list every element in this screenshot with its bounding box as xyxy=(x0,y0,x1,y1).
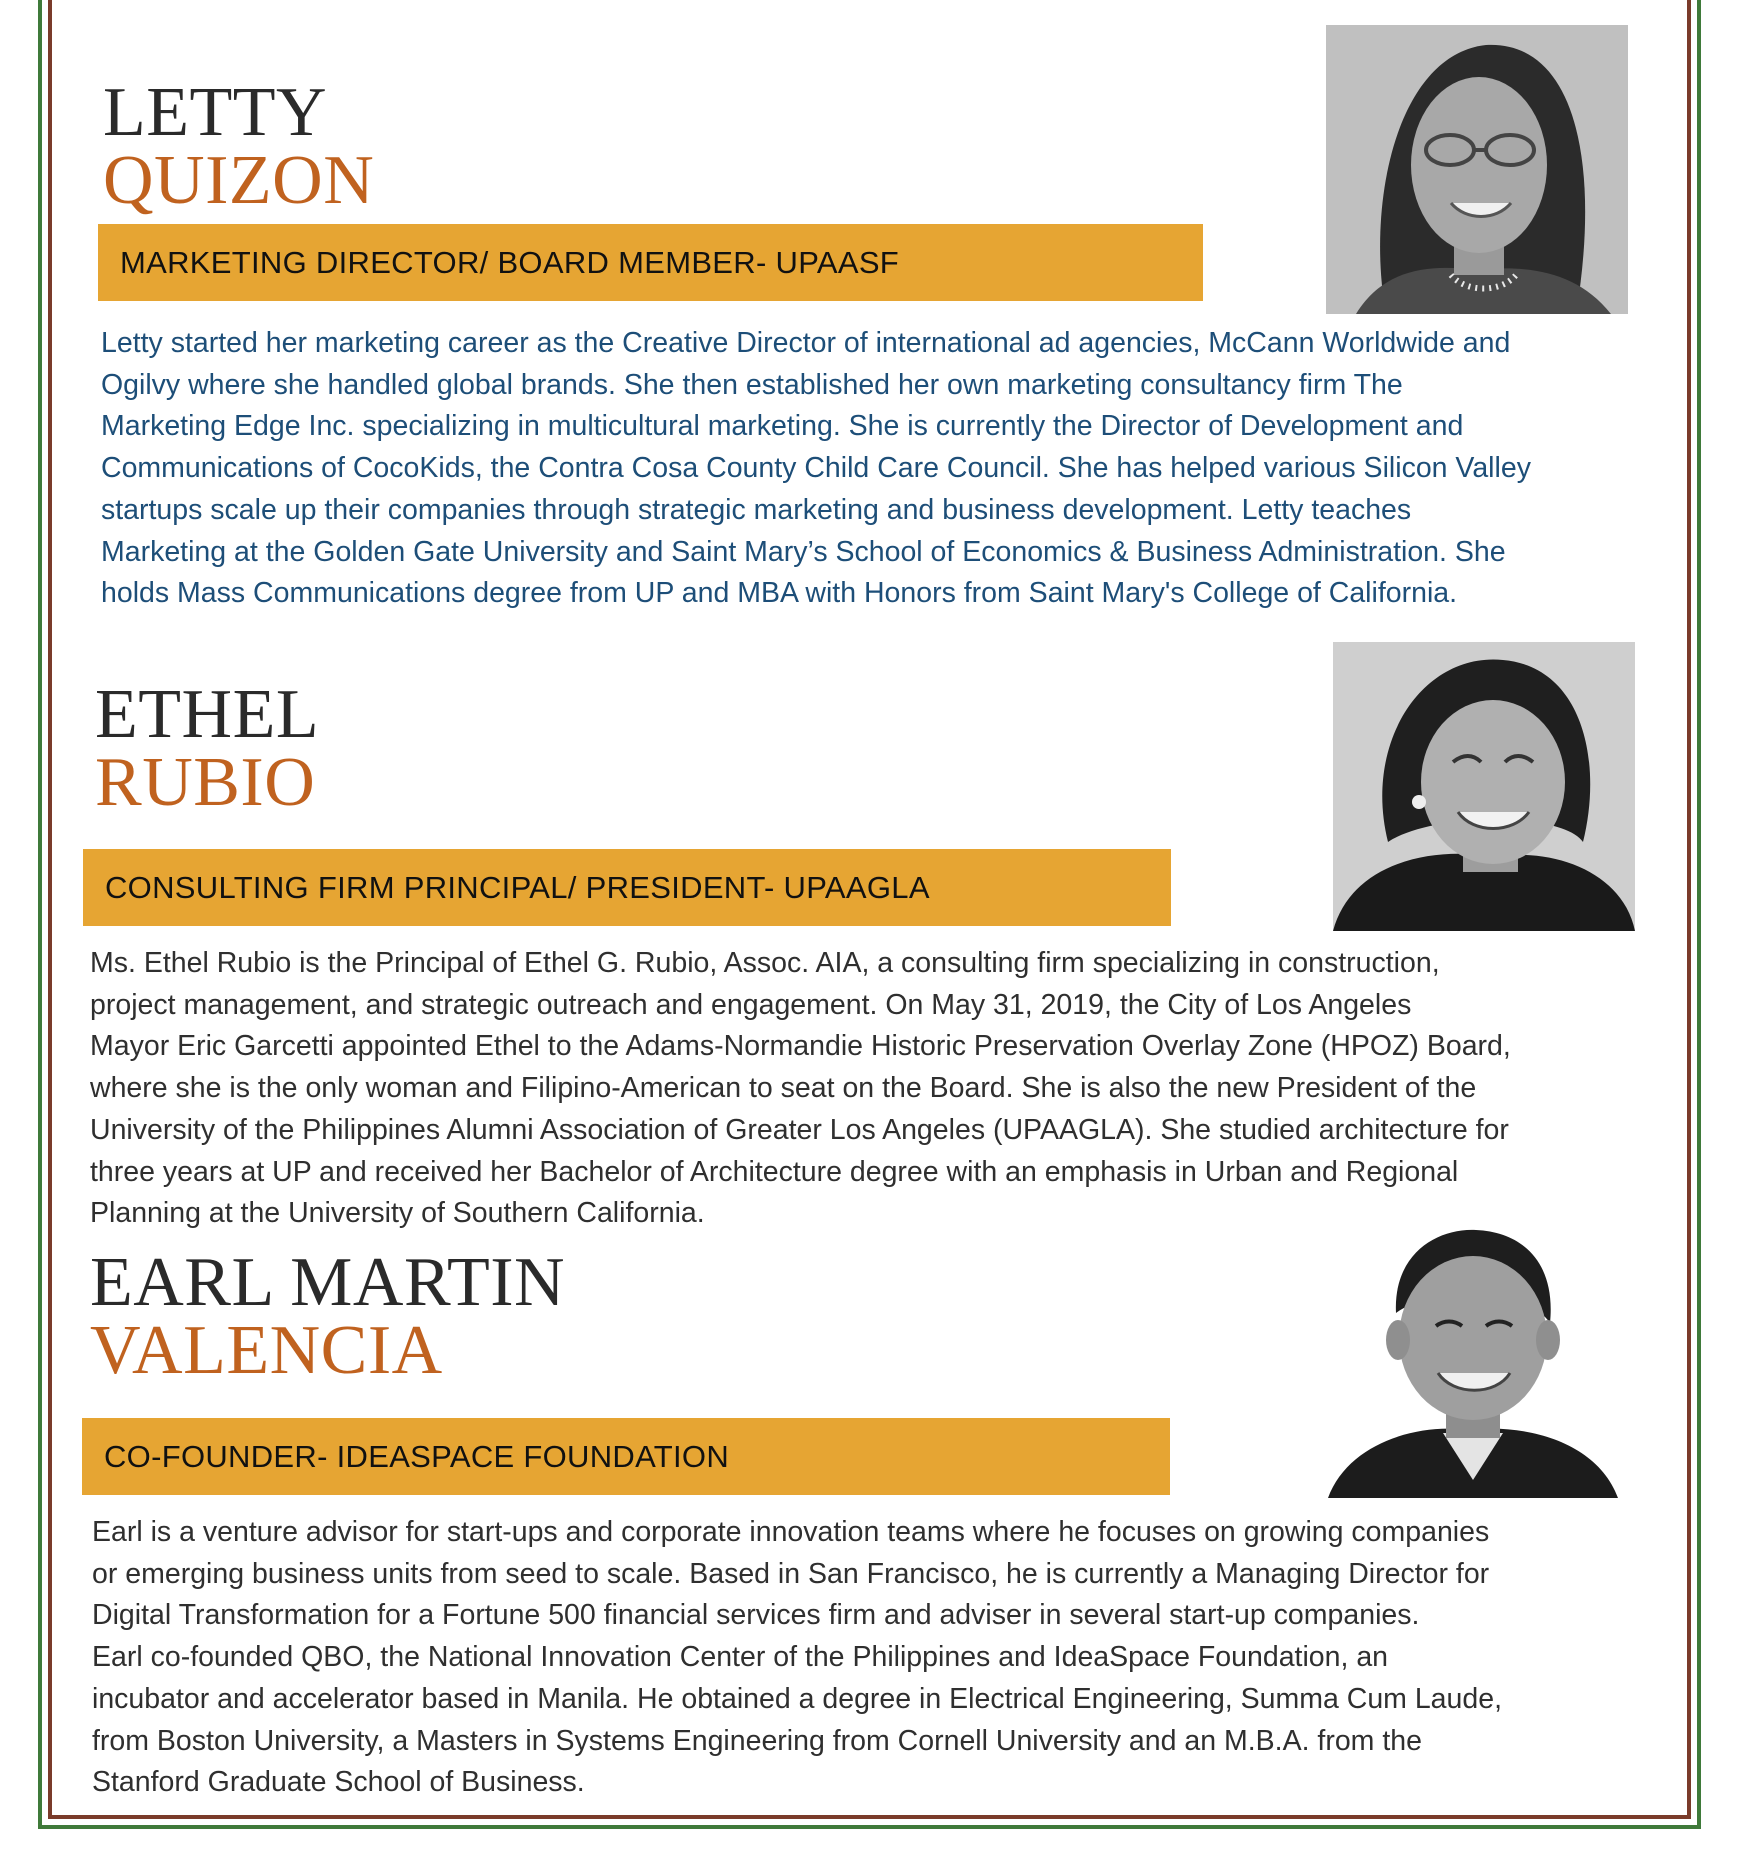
bio-line: Marketing Edge Inc. specializing in multicultural marketing. She is currently the Director of Development and xyxy=(101,410,1464,443)
profile-bio xyxy=(92,1512,1502,1804)
bio-line: three years at UP and received her Bachelor of Architecture degree with an emphasis in Urban and Regional xyxy=(90,1155,1459,1188)
bio-line: Communications of CocoKids, the Contra Cosa County Child Care Council. She has helped various Silicon Valley xyxy=(101,452,1531,485)
bio-line: from Boston University, a Masters in Systems Engineering from Cornell University and an M.B.A. from the xyxy=(92,1724,1422,1757)
profile-last-name: VALENCIA xyxy=(90,1312,443,1389)
bio-line: Ogilvy where she handled global brands. She then established her own marketing consultancy firm The xyxy=(101,368,1403,401)
bio-line: Earl is a venture advisor for start-ups and corporate innovation teams where he focuses on growing companies xyxy=(92,1516,1490,1548)
profile-title-bar: CO-FOUNDER- IDEASPACE FOUNDATION xyxy=(82,1418,1170,1495)
bio-line: Letty started her marketing career as the Creative Director of international ad agencies, McCann Worldwide and xyxy=(101,327,1511,359)
bio-line: holds Mass Communications degree from UP and MBA with Honors from Saint Mary's College of California. xyxy=(101,577,1458,610)
profile-bio xyxy=(90,943,1511,1235)
bio-line: Ms. Ethel Rubio is the Principal of Ethel G. Rubio, Assoc. AIA, a consulting firm specializing in construction, xyxy=(90,947,1440,979)
portrait-earl-martin-valencia-icon xyxy=(1328,1218,1618,1498)
bio-line: University of the Philippines Alumni Association of Greater Los Angeles (UPAAGLA). She studied architecture for xyxy=(90,1113,1509,1146)
bio-line: where she is the only woman and Filipino-American to seat on the Board. She is also the new President of the xyxy=(90,1072,1477,1105)
bio-line: Stanford Graduate School of Business. xyxy=(92,1766,585,1799)
portrait-earl-martin-valencia-photo xyxy=(1328,1218,1618,1498)
profile-last-name: QUIZON xyxy=(103,142,375,219)
profile-title-bar: CONSULTING FIRM PRINCIPAL/ PRESIDENT- UPAAGLA xyxy=(83,849,1171,926)
profile-last-name: RUBIO xyxy=(95,744,316,821)
bio-line: Planning at the University of Southern California. xyxy=(90,1197,705,1230)
bio-line: incubator and accelerator based in Manila. He obtained a degree in Electrical Engineering, Summa Cum Laude, xyxy=(92,1682,1502,1715)
portrait-letty-quizon-photo xyxy=(1326,25,1628,314)
profile-first-name: EARL MARTIN xyxy=(90,1244,566,1321)
profile-bio xyxy=(101,323,1531,615)
bio-line: or emerging business units from seed to scale. Based in San Francisco, he is currently a Managing Director for xyxy=(92,1557,1490,1590)
portrait-ethel-rubio-photo xyxy=(1333,642,1635,931)
profile-first-name: LETTY xyxy=(103,74,328,151)
bio-line: Marketing at the Golden Gate University and Saint Mary’s School of Economics & Business Administration. She xyxy=(101,535,1506,568)
portrait-letty-quizon-icon xyxy=(1326,25,1628,314)
bio-line: Mayor Eric Garcetti appointed Ethel to the Adams-Normandie Historic Preservation Overlay Zone (HPOZ) Board, xyxy=(90,1030,1511,1063)
bio-line: project management, and strategic outreach and engagement. On May 31, 2019, the City of Los Angeles xyxy=(90,988,1412,1021)
bio-line: Digital Transformation for a Fortune 500 financial services firm and adviser in several start-up companies. xyxy=(92,1599,1420,1632)
profile-title-bar: MARKETING DIRECTOR/ BOARD MEMBER- UPAASF xyxy=(98,224,1203,301)
portrait-ethel-rubio-icon xyxy=(1333,642,1635,931)
bio-line: Earl co-founded QBO, the National Innovation Center of the Philippines and IdeaSpace Foundation, an xyxy=(92,1641,1389,1674)
bio-line: startups scale up their companies through strategic marketing and business development. Letty teaches xyxy=(101,493,1412,526)
profile-first-name: ETHEL xyxy=(95,676,320,753)
